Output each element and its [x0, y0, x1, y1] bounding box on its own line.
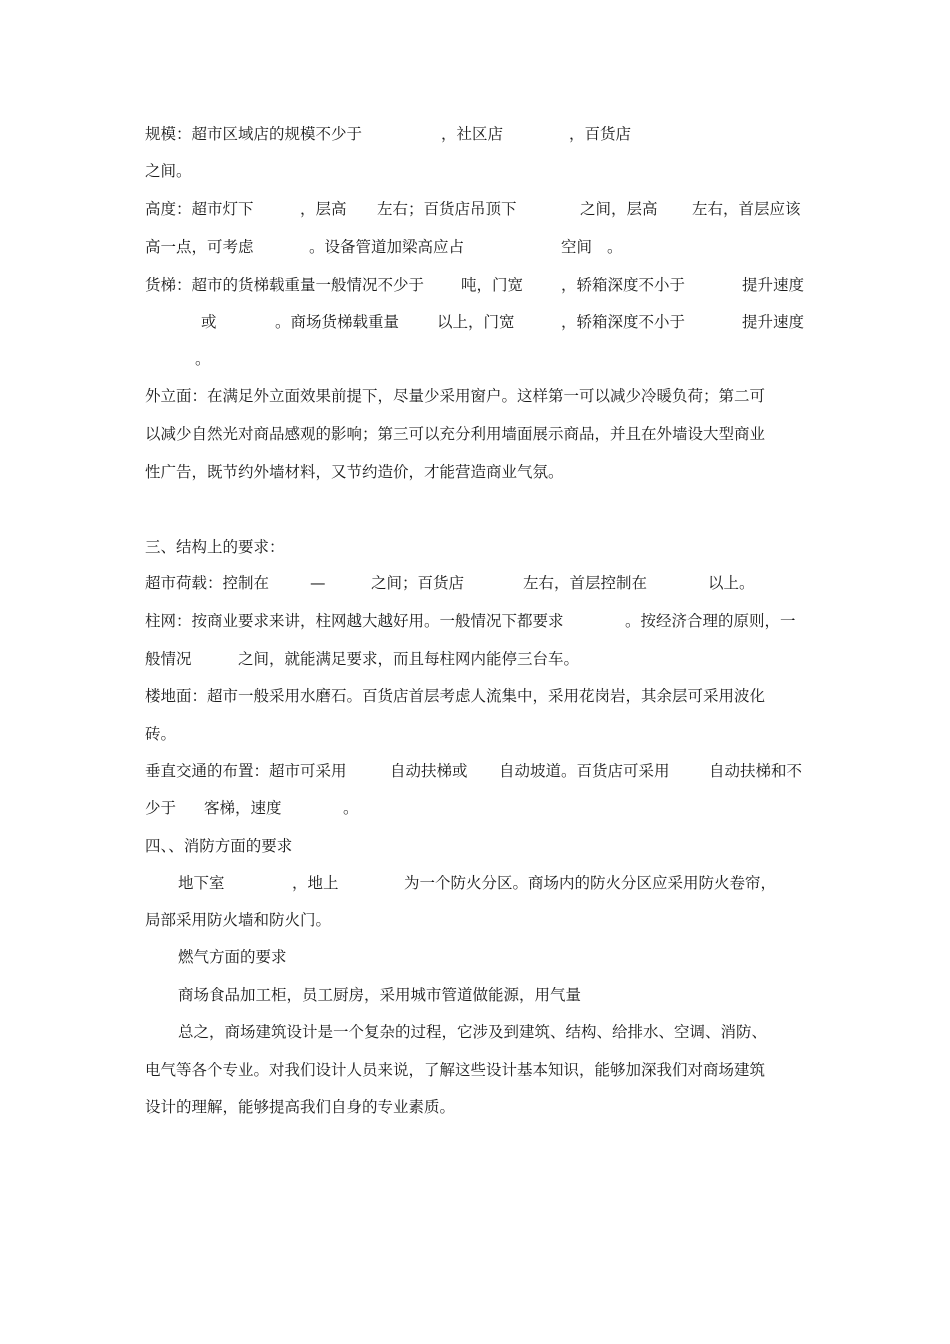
text-segment: 或 [201, 313, 217, 331]
text-segment: 超市荷载：控制在 [145, 574, 270, 592]
text-segment: 为一个防火分区。商场内的防火分区应采用防火卷帘， [404, 874, 777, 892]
text-segment: 左右，首层控制在 [523, 574, 648, 592]
text-segment: 提升速度 [742, 313, 805, 331]
text-segment: 三、结构上的要求： [145, 538, 285, 556]
text-segment: 高一点，可考虑 [145, 238, 254, 256]
text-segment: 总之，商场建筑设计是一个复杂的过程，它涉及到建筑、结构、给排水、空调、消防、 [178, 1023, 768, 1041]
text-segment: ，轿箱深度不小于 [561, 313, 686, 331]
text-segment: ，轿箱深度不小于 [561, 276, 686, 294]
text-segment: 垂直交通的布置：超市可采用 [145, 762, 347, 780]
text-segment: 商场食品加工柜，员工厨房，采用城市管道做能源，用气量 [178, 986, 582, 1004]
text-segment: 左右，首层应该 [692, 200, 801, 218]
text-segment: ，百货店 [569, 125, 632, 143]
text-segment: 空间 [561, 238, 593, 256]
text-segment: 少于 [145, 799, 177, 817]
text-segment: ，层高 [300, 200, 347, 218]
text-segment: 。按经济合理的原则，一 [625, 612, 796, 630]
text-segment: 设计的理解，能够提高我们自身的专业素质。 [145, 1098, 456, 1116]
text-segment: ，社区店 [441, 125, 504, 143]
text-segment: 之间。 [145, 162, 192, 180]
text-segment: 四、、消防方面的要求 [145, 837, 293, 855]
text-segment: 提升速度 [742, 276, 805, 294]
text-segment: 之间；百货店 [371, 574, 465, 592]
text-segment: 以上。 [708, 574, 755, 592]
text-segment: 般情况 [145, 650, 192, 668]
text-segment: 性广告，既节约外墙材料，又节约造价，才能营造商业气氛。 [145, 463, 564, 481]
text-segment: 。设备管道加梁高应占 [309, 238, 465, 256]
text-segment: 吨，门宽 [461, 276, 524, 294]
text-segment: 规模：超市区域店的规模不少于 [145, 125, 363, 143]
text-segment: 局部采用防火墙和防火门。 [145, 911, 332, 929]
text-segment: 燃气方面的要求 [178, 948, 287, 966]
text-segment: 。 [607, 238, 623, 256]
text-segment: 地下室 [178, 874, 225, 892]
text-segment: 之间，层高 [580, 200, 658, 218]
text-segment: 之间，就能满足要求，而且每柱网内能停三台车。 [238, 650, 580, 668]
text-segment: 货梯：超市的货梯载重量一般情况不少于 [145, 276, 425, 294]
text-segment: ，地上 [292, 874, 339, 892]
text-segment: — [310, 574, 326, 592]
text-segment: 电气等各个专业。对我们设计人员来说，了解这些设计基本知识，能够加深我们对商场建筑 [145, 1061, 766, 1079]
text-segment: 自动扶梯和不 [709, 762, 803, 780]
text-segment: 柱网：按商业要求来讲，柱网越大越好用。一般情况下都要求 [145, 612, 564, 630]
text-segment: 。商场货梯载重量 [275, 313, 400, 331]
text-segment: 楼地面：超市一般采用水磨石。百货店首层考虑人流集中，采用花岗岩，其余层可采用波化 [145, 687, 766, 705]
text-segment: 。 [343, 799, 359, 817]
text-segment: 以上，门宽 [437, 313, 515, 331]
text-segment: 。 [195, 350, 211, 368]
text-segment: 以减少自然光对商品感观的影响；第三可以充分利用墙面展示商品，并且在外墙设大型商业 [145, 425, 766, 443]
text-segment: 高度：超市灯下 [145, 200, 254, 218]
text-segment: 外立面：在满足外立面效果前提下，尽量少采用窗户。这样第一可以减少冷暖负荷；第二可 [145, 387, 766, 405]
text-segment: 左右；百货店吊顶下 [377, 200, 517, 218]
text-segment: 自动坡道。百货店可采用 [499, 762, 670, 780]
text-segment: 自动扶梯或 [390, 762, 468, 780]
text-segment: 客梯，速度 [204, 799, 282, 817]
text-segment: 砖。 [145, 725, 177, 743]
